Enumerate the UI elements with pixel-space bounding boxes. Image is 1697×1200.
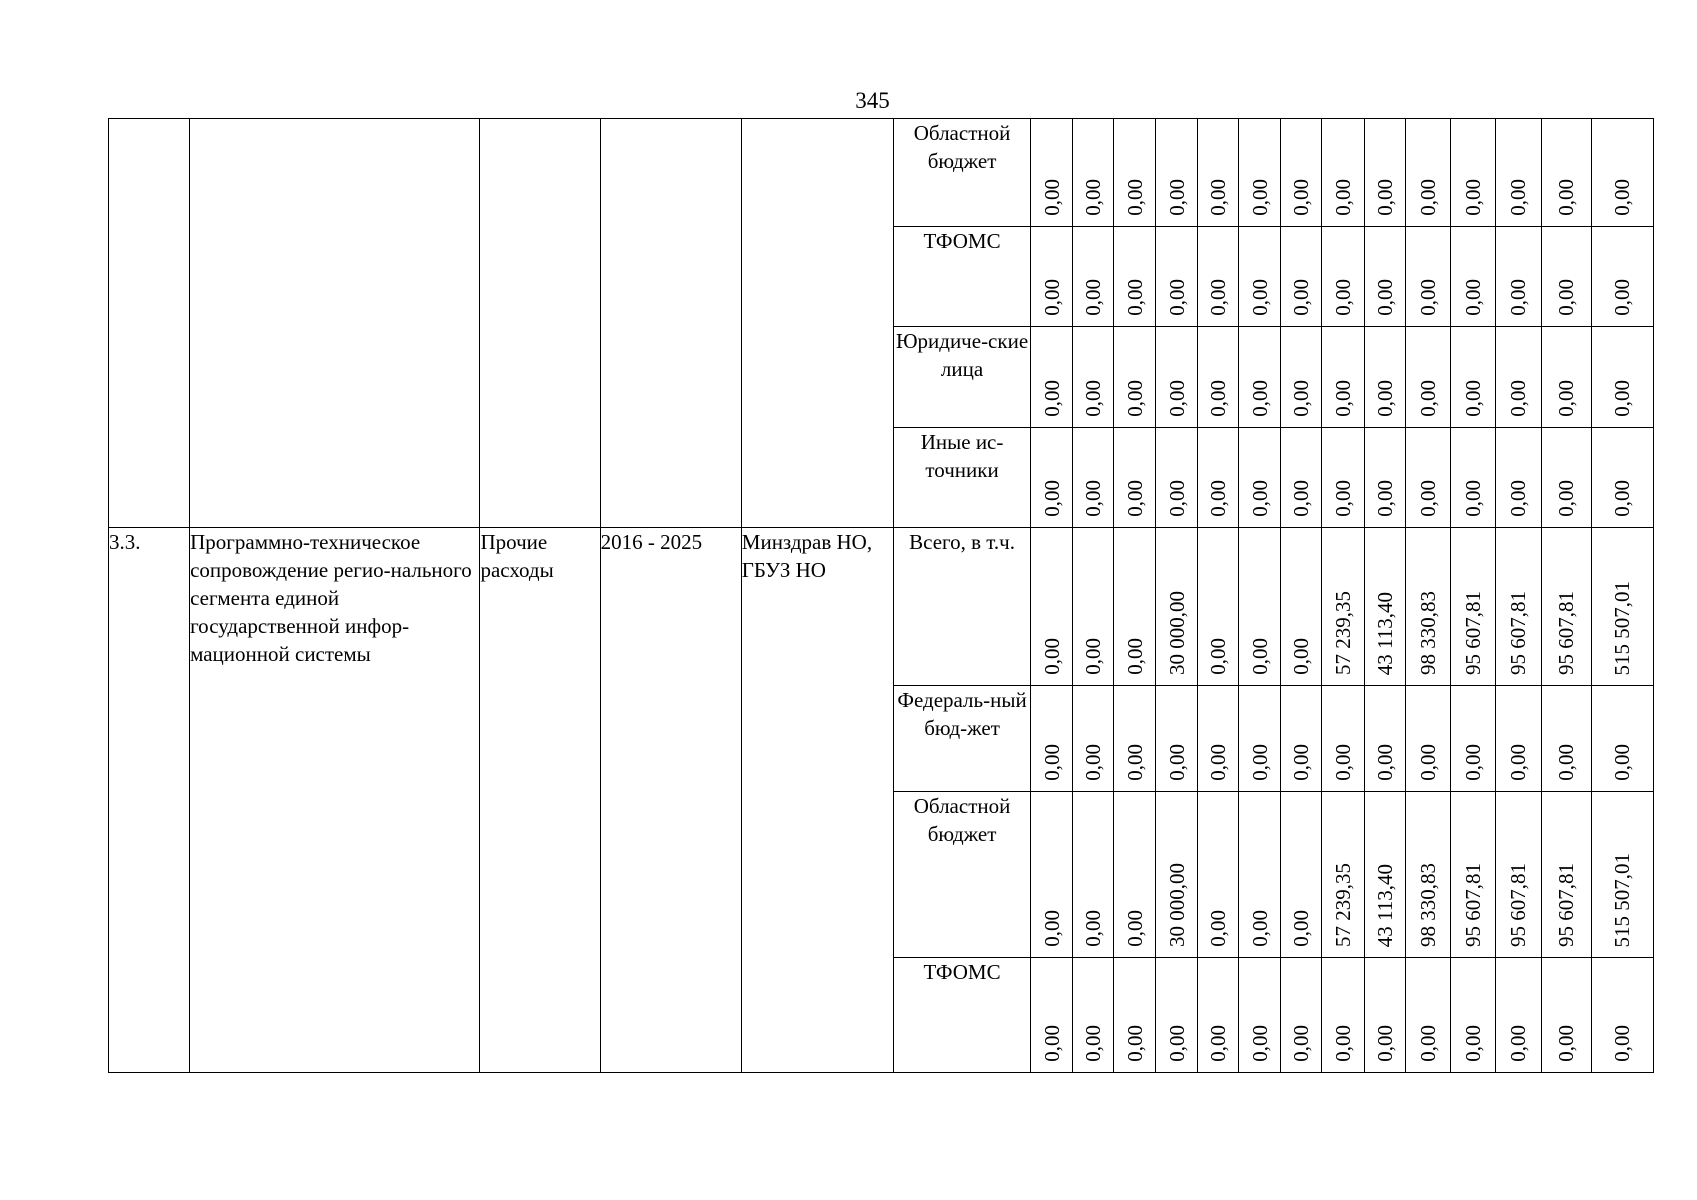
value-cell <box>1541 428 1591 528</box>
value-text: 0,00 <box>1372 279 1397 316</box>
value-cell <box>1156 428 1198 528</box>
value-text: 0,00 <box>1206 744 1231 781</box>
value-cell <box>1156 119 1198 227</box>
blank-cell <box>741 119 893 528</box>
value-text: 0,00 <box>1247 380 1272 417</box>
value-text: 0,00 <box>1289 279 1314 316</box>
value-cell <box>1541 119 1591 227</box>
value-text: 0,00 <box>1610 380 1635 417</box>
funding-source: Юридиче-ские лица <box>893 327 1030 428</box>
value-cell <box>1073 958 1114 1073</box>
value-cell <box>1031 792 1073 958</box>
value-cell <box>1541 958 1591 1073</box>
value-cell <box>1156 958 1198 1073</box>
value-cell <box>1073 792 1114 958</box>
value-cell <box>1591 686 1653 792</box>
value-text: 0,00 <box>1164 380 1189 417</box>
value-text: 0,00 <box>1460 279 1485 316</box>
value-cell <box>1114 958 1156 1073</box>
value-text: 0,00 <box>1372 179 1397 216</box>
value-text: 0,00 <box>1039 910 1064 947</box>
value-text: 98 330,83 <box>1415 591 1440 675</box>
value-cell <box>1322 528 1364 686</box>
value-text: 515 507,01 <box>1610 852 1635 947</box>
value-cell <box>1281 428 1322 528</box>
value-cell <box>1073 227 1114 327</box>
value-text: 43 113,40 <box>1372 591 1397 675</box>
value-text: 0,00 <box>1122 744 1147 781</box>
value-cell <box>1031 327 1073 428</box>
value-cell <box>1495 227 1541 327</box>
value-cell <box>1114 792 1156 958</box>
value-cell <box>1495 428 1541 528</box>
value-text: 515 507,01 <box>1610 580 1635 675</box>
value-cell <box>1239 686 1281 792</box>
value-text: 0,00 <box>1372 1025 1397 1062</box>
item-number: 3.3. <box>109 528 190 1073</box>
value-cell <box>1591 792 1653 958</box>
value-text: 0,00 <box>1206 480 1231 517</box>
value-text: 0,00 <box>1289 910 1314 947</box>
value-text: 0,00 <box>1164 480 1189 517</box>
value-text: 0,00 <box>1164 179 1189 216</box>
value-text: 0,00 <box>1164 1025 1189 1062</box>
value-text: 0,00 <box>1330 480 1355 517</box>
value-cell <box>1591 958 1653 1073</box>
value-cell <box>1450 792 1495 958</box>
item-section <box>109 528 1654 1073</box>
value-text: 95 607,81 <box>1460 863 1485 947</box>
value-cell <box>1450 686 1495 792</box>
value-text: 0,00 <box>1206 380 1231 417</box>
value-cell <box>1450 428 1495 528</box>
blank-cell <box>190 119 480 528</box>
value-cell <box>1198 119 1239 227</box>
value-cell <box>1541 528 1591 686</box>
value-text: 0,00 <box>1372 744 1397 781</box>
value-cell <box>1031 119 1073 227</box>
value-text: 0,00 <box>1610 179 1635 216</box>
value-cell <box>1322 958 1364 1073</box>
value-text: 0,00 <box>1415 1025 1440 1062</box>
value-text: 0,00 <box>1039 279 1064 316</box>
value-text: 0,00 <box>1206 1025 1231 1062</box>
value-text: 0,00 <box>1081 380 1106 417</box>
value-cell <box>1495 958 1541 1073</box>
value-text: 30 000,00 <box>1164 863 1189 947</box>
value-text: 0,00 <box>1122 910 1147 947</box>
value-cell <box>1114 119 1156 227</box>
funding-source: Областной бюджет <box>893 792 1030 958</box>
value-cell <box>1198 792 1239 958</box>
value-text: 0,00 <box>1081 744 1106 781</box>
value-cell <box>1364 792 1405 958</box>
value-text: 0,00 <box>1039 380 1064 417</box>
value-text: 0,00 <box>1415 744 1440 781</box>
value-text: 0,00 <box>1081 638 1106 675</box>
value-text: 0,00 <box>1460 744 1485 781</box>
value-text: 0,00 <box>1506 744 1531 781</box>
value-text: 43 113,40 <box>1372 863 1397 947</box>
value-cell <box>1073 327 1114 428</box>
value-cell <box>1364 686 1405 792</box>
value-text: 0,00 <box>1081 480 1106 517</box>
blank-cell <box>109 119 190 528</box>
value-cell <box>1073 428 1114 528</box>
value-text: 0,00 <box>1039 1025 1064 1062</box>
value-cell <box>1239 119 1281 227</box>
value-text: 0,00 <box>1247 480 1272 517</box>
value-cell <box>1114 528 1156 686</box>
value-cell <box>1114 428 1156 528</box>
value-text: 0,00 <box>1289 638 1314 675</box>
value-cell <box>1239 227 1281 327</box>
value-cell <box>1198 428 1239 528</box>
value-text: 0,00 <box>1039 638 1064 675</box>
value-cell <box>1450 958 1495 1073</box>
value-cell <box>1364 227 1405 327</box>
value-cell <box>1541 327 1591 428</box>
blank-cell <box>600 119 741 528</box>
value-text: 0,00 <box>1206 179 1231 216</box>
value-cell <box>1031 528 1073 686</box>
value-cell <box>1156 686 1198 792</box>
value-cell <box>1281 958 1322 1073</box>
value-text: 0,00 <box>1415 279 1440 316</box>
value-text: 0,00 <box>1081 1025 1106 1062</box>
value-cell <box>1450 528 1495 686</box>
value-cell <box>1281 792 1322 958</box>
value-text: 0,00 <box>1415 480 1440 517</box>
value-text: 98 330,83 <box>1415 863 1440 947</box>
value-text: 0,00 <box>1039 179 1064 216</box>
value-text: 0,00 <box>1554 279 1579 316</box>
value-cell <box>1031 428 1073 528</box>
value-text: 0,00 <box>1554 480 1579 517</box>
value-cell <box>1322 792 1364 958</box>
executor: Минздрав НО, ГБУЗ НО <box>741 528 893 1073</box>
value-cell <box>1156 227 1198 327</box>
value-cell <box>1281 528 1322 686</box>
value-text: 0,00 <box>1506 380 1531 417</box>
value-cell <box>1405 119 1450 227</box>
value-text: 0,00 <box>1415 179 1440 216</box>
value-text: 0,00 <box>1289 179 1314 216</box>
value-text: 0,00 <box>1610 1025 1635 1062</box>
value-cell <box>1322 327 1364 428</box>
value-text: 0,00 <box>1330 744 1355 781</box>
value-text: 0,00 <box>1206 910 1231 947</box>
value-text: 0,00 <box>1506 279 1531 316</box>
value-text: 0,00 <box>1247 179 1272 216</box>
value-cell <box>1031 686 1073 792</box>
value-cell <box>1322 428 1364 528</box>
value-text: 57 239,35 <box>1330 591 1355 675</box>
value-cell <box>1239 958 1281 1073</box>
value-text: 0,00 <box>1330 380 1355 417</box>
value-cell <box>1364 958 1405 1073</box>
value-cell <box>1405 227 1450 327</box>
value-text: 0,00 <box>1554 380 1579 417</box>
value-text: 95 607,81 <box>1506 591 1531 675</box>
value-text: 0,00 <box>1610 279 1635 316</box>
value-cell <box>1450 327 1495 428</box>
value-text: 0,00 <box>1206 279 1231 316</box>
value-cell <box>1541 686 1591 792</box>
value-cell <box>1495 686 1541 792</box>
period: 2016 - 2025 <box>600 528 741 1073</box>
value-cell <box>1073 686 1114 792</box>
value-text: 0,00 <box>1460 480 1485 517</box>
value-cell <box>1281 227 1322 327</box>
value-text: 0,00 <box>1206 638 1231 675</box>
value-text: 0,00 <box>1247 279 1272 316</box>
value-text: 0,00 <box>1460 1025 1485 1062</box>
funding-source: Всего, в т.ч. <box>893 528 1030 686</box>
value-cell <box>1198 686 1239 792</box>
value-cell <box>1591 428 1653 528</box>
value-cell <box>1405 792 1450 958</box>
funding-source: Федераль-ный бюд-жет <box>893 686 1030 792</box>
value-cell <box>1405 528 1450 686</box>
value-text: 0,00 <box>1610 480 1635 517</box>
value-cell <box>1114 686 1156 792</box>
value-cell <box>1281 686 1322 792</box>
value-text: 0,00 <box>1506 480 1531 517</box>
table-row <box>109 119 1654 227</box>
value-text: 0,00 <box>1460 380 1485 417</box>
value-text: 0,00 <box>1039 480 1064 517</box>
value-cell <box>1198 958 1239 1073</box>
value-text: 0,00 <box>1330 179 1355 216</box>
value-text: 0,00 <box>1081 179 1106 216</box>
funding-source: ТФОМС <box>893 227 1030 327</box>
value-cell <box>1364 428 1405 528</box>
value-cell <box>1591 327 1653 428</box>
value-cell <box>1495 119 1541 227</box>
value-cell <box>1281 119 1322 227</box>
value-cell <box>1031 227 1073 327</box>
value-cell <box>1239 428 1281 528</box>
value-cell <box>1541 227 1591 327</box>
value-text: 0,00 <box>1122 638 1147 675</box>
value-text: 0,00 <box>1122 380 1147 417</box>
value-text: 0,00 <box>1039 744 1064 781</box>
value-text: 0,00 <box>1330 279 1355 316</box>
value-text: 0,00 <box>1460 179 1485 216</box>
value-text: 0,00 <box>1122 1025 1147 1062</box>
value-cell <box>1450 227 1495 327</box>
value-text: 95 607,81 <box>1506 863 1531 947</box>
item-name: Программно-техническое сопровождение регио-нального сегмента единой государственной инфор-мационной системы <box>190 528 480 1073</box>
value-text: 57 239,35 <box>1330 863 1355 947</box>
value-cell <box>1450 119 1495 227</box>
value-text: 0,00 <box>1415 380 1440 417</box>
value-cell <box>1495 792 1541 958</box>
value-text: 0,00 <box>1247 1025 1272 1062</box>
value-text: 95 607,81 <box>1554 591 1579 675</box>
value-cell <box>1322 227 1364 327</box>
value-cell <box>1114 327 1156 428</box>
value-cell <box>1364 528 1405 686</box>
value-text: 95 607,81 <box>1460 591 1485 675</box>
funding-source: Областной бюджет <box>893 119 1030 227</box>
value-cell <box>1239 792 1281 958</box>
value-text: 0,00 <box>1164 744 1189 781</box>
value-cell <box>1322 686 1364 792</box>
value-text: 0,00 <box>1247 638 1272 675</box>
value-cell <box>1239 528 1281 686</box>
value-cell <box>1541 792 1591 958</box>
funding-source: ТФОМС <box>893 958 1030 1073</box>
value-text: 95 607,81 <box>1554 863 1579 947</box>
expense-type: Прочие расходы <box>480 528 600 1073</box>
value-text: 0,00 <box>1247 744 1272 781</box>
value-text: 0,00 <box>1372 380 1397 417</box>
value-cell <box>1031 958 1073 1073</box>
value-text: 0,00 <box>1289 1025 1314 1062</box>
value-cell <box>1156 792 1198 958</box>
value-cell <box>1198 528 1239 686</box>
value-text: 0,00 <box>1289 380 1314 417</box>
value-text: 0,00 <box>1330 1025 1355 1062</box>
value-cell <box>1073 119 1114 227</box>
table-row <box>109 528 1654 686</box>
blank-cell <box>480 119 600 528</box>
value-text: 0,00 <box>1081 910 1106 947</box>
value-cell <box>1198 327 1239 428</box>
value-cell <box>1591 119 1653 227</box>
value-cell <box>1364 119 1405 227</box>
value-text: 0,00 <box>1506 179 1531 216</box>
value-cell <box>1591 227 1653 327</box>
upper-section <box>109 119 1654 528</box>
value-cell <box>1239 327 1281 428</box>
funding-source: Иные ис-точники <box>893 428 1030 528</box>
value-cell <box>1495 327 1541 428</box>
value-text: 30 000,00 <box>1164 591 1189 675</box>
value-cell <box>1322 119 1364 227</box>
value-cell <box>1281 327 1322 428</box>
value-cell <box>1405 958 1450 1073</box>
value-cell <box>1156 327 1198 428</box>
value-text: 0,00 <box>1289 744 1314 781</box>
value-cell <box>1591 528 1653 686</box>
value-cell <box>1156 528 1198 686</box>
value-cell <box>1495 528 1541 686</box>
value-text: 0,00 <box>1122 179 1147 216</box>
value-text: 0,00 <box>1164 279 1189 316</box>
value-text: 0,00 <box>1122 279 1147 316</box>
value-cell <box>1405 428 1450 528</box>
value-cell <box>1405 327 1450 428</box>
value-text: 0,00 <box>1506 1025 1531 1062</box>
value-cell <box>1198 227 1239 327</box>
value-text: 0,00 <box>1372 480 1397 517</box>
value-text: 0,00 <box>1554 744 1579 781</box>
value-cell <box>1114 227 1156 327</box>
value-text: 0,00 <box>1122 480 1147 517</box>
value-cell <box>1405 686 1450 792</box>
page-number: 345 <box>855 88 890 113</box>
value-cell <box>1073 528 1114 686</box>
value-text: 0,00 <box>1247 910 1272 947</box>
value-text: 0,00 <box>1554 179 1579 216</box>
value-text: 0,00 <box>1554 1025 1579 1062</box>
value-text: 0,00 <box>1610 744 1635 781</box>
budget-table <box>108 118 1654 1073</box>
value-text: 0,00 <box>1081 279 1106 316</box>
value-text: 0,00 <box>1289 480 1314 517</box>
value-cell <box>1364 327 1405 428</box>
